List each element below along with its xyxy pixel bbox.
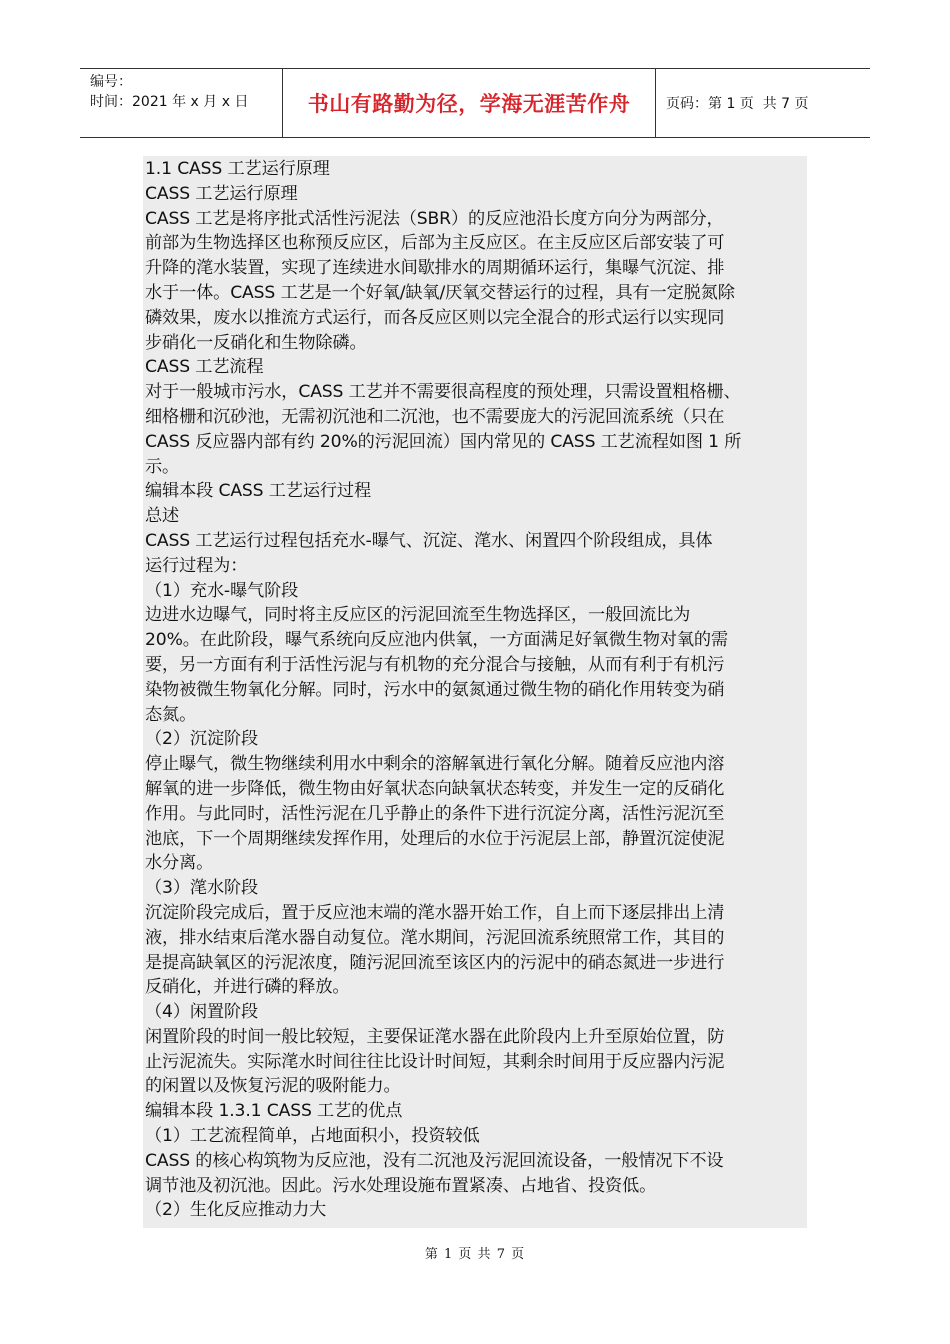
header-meta xyxy=(80,69,282,137)
body-text-line: 步硝化一反硝化和生物除磷。 xyxy=(145,332,367,353)
body-text-line: 反硝化，并进行磷的释放。 xyxy=(145,977,350,998)
body-text-line: 边进水边曝气，同时将主反应区的污泥回流至生物选择区，一般回流比为 xyxy=(145,605,691,626)
body-text-line: 池底，下一个周期继续发挥作用，处理后的水位于污泥层上部，静置沉淀使泥 xyxy=(145,828,725,849)
document-number-label: 编号： xyxy=(90,74,132,90)
body-text-line: 前部为生物选择区也称预反应区，后部为主反应区。在主反应区后部安装了可 xyxy=(145,233,725,254)
body-text-line: （1）充水-曝气阶段 xyxy=(145,580,299,601)
body-text-line: CASS 工艺是将序批式活性污泥法（SBR）的反应池沿长度方向分为两部分， xyxy=(145,208,724,229)
page-header xyxy=(80,68,870,138)
body-text-line: 态氮。 xyxy=(145,704,197,725)
header-motto: 书山有路勤为径，学海无涯苦作舟 xyxy=(282,69,656,137)
body-text-line: 磷效果，废水以推流方式运行，而各反应区则以完全混合的形式运行以实现同 xyxy=(145,307,725,328)
body-text-line: 要，另一方面有利于活性污泥与有机物的充分混合与接触，从而有利于有机污 xyxy=(145,654,725,675)
body-text-line: CASS 反应器内部有约 20%的污泥回流）国内常见的 CASS 工艺流程如图 1 所 xyxy=(145,431,742,452)
body-text-line: CASS 工艺流程 xyxy=(145,357,264,378)
body-text-line: （4）闲置阶段 xyxy=(145,1002,259,1023)
body-text-line: 止污泥流失。实际滗水时间往往比设计时间短，其剩余时间用于反应器内污泥 xyxy=(145,1051,725,1072)
body-text-line: 作用。与此同时，活性污泥在几乎静止的条件下进行沉淀分离，活性污泥沉至 xyxy=(145,803,725,824)
body-text-line: CASS 的核心构筑物为反应池，没有二沉池及污泥回流设备，一般情况下不设 xyxy=(145,1150,724,1171)
body-text-line: 20%。在此阶段，曝气系统向反应池内供氧，一方面满足好氧微生物对氧的需 xyxy=(145,630,728,651)
body-text-line: 对于一般城市污水，CASS 工艺并不需要很高程度的预处理，只需设置粗格栅、 xyxy=(145,382,741,403)
body-text-line: 编辑本段 CASS 工艺运行过程 xyxy=(145,481,371,502)
body-text-line: 是提高缺氧区的污泥浓度，随污泥回流至该区内的污泥中的硝态氮进一步进行 xyxy=(145,952,725,973)
page-footer: 第 1 页 共 7 页 xyxy=(424,1247,526,1262)
document-body xyxy=(143,156,807,1228)
body-text-line: （2）沉淀阶段 xyxy=(145,729,259,750)
document-date-label: 时间：2021 年 x 月 x 日 xyxy=(90,94,249,110)
body-text-line: 解氧的进一步降低，微生物由好氧状态向缺氧状态转变，并发生一定的反硝化 xyxy=(145,778,725,799)
body-text-line: CASS 工艺运行原理 xyxy=(145,183,298,204)
body-text-line: 液，排水结束后滗水器自动复位。滗水期间，污泥回流系统照常工作，其目的 xyxy=(145,927,725,948)
body-text-line: （2）生化反应推动力大 xyxy=(145,1200,327,1221)
header-page-info xyxy=(656,69,870,137)
body-text-line: 停止曝气，微生物继续利用水中剩余的溶解氧进行氧化分解。随着反应池内溶 xyxy=(145,754,725,775)
body-text-line: 示。 xyxy=(145,456,180,477)
header-page-label: 页码：第 1 页 共 7 页 xyxy=(666,96,809,112)
body-text-line: 染物被微生物氧化分解。同时，污水中的氨氮通过微生物的硝化作用转变为硝 xyxy=(145,679,725,700)
body-text-line: 水分离。 xyxy=(145,853,214,874)
body-text-line: 沉淀阶段完成后，置于反应池末端的滗水器开始工作，自上而下逐层排出上清 xyxy=(145,902,725,923)
body-text-line: 的闲置以及恢复污泥的吸附能力。 xyxy=(145,1076,401,1097)
body-text-line: CASS 工艺运行过程包括充水-曝气、沉淀、滗水、闲置四个阶段组成，具体 xyxy=(145,530,713,551)
body-text-line: 水于一体。CASS 工艺是一个好氧/缺氧/厌氧交替运行的过程，具有一定脱氮除 xyxy=(145,282,735,303)
body-text-line: （3）滗水阶段 xyxy=(145,878,259,899)
body-text-line: 升降的滗水装置，实现了连续进水间歇排水的周期循环运行，集曝气沉淀、排 xyxy=(145,258,725,279)
body-text-line: （1）工艺流程简单，占地面积小，投资较低 xyxy=(145,1126,480,1147)
body-text-line: 细格栅和沉砂池，无需初沉池和二沉池，也不需要庞大的污泥回流系统（只在 xyxy=(145,406,725,427)
body-text-line: 运行过程为： xyxy=(145,555,248,576)
body-text-line: 总述 xyxy=(145,506,180,527)
body-text-line: 编辑本段 1.3.1 CASS 工艺的优点 xyxy=(145,1101,403,1122)
body-text-line: 1.1 CASS 工艺运行原理 xyxy=(145,159,330,179)
body-text-line: 调节池及初沉池。因此。污水处理设施布置紧凑、占地省、投资低。 xyxy=(145,1175,657,1196)
body-text-line: 闲置阶段的时间一般比较短，主要保证滗水器在此阶段内上升至原始位置，防 xyxy=(145,1026,725,1047)
